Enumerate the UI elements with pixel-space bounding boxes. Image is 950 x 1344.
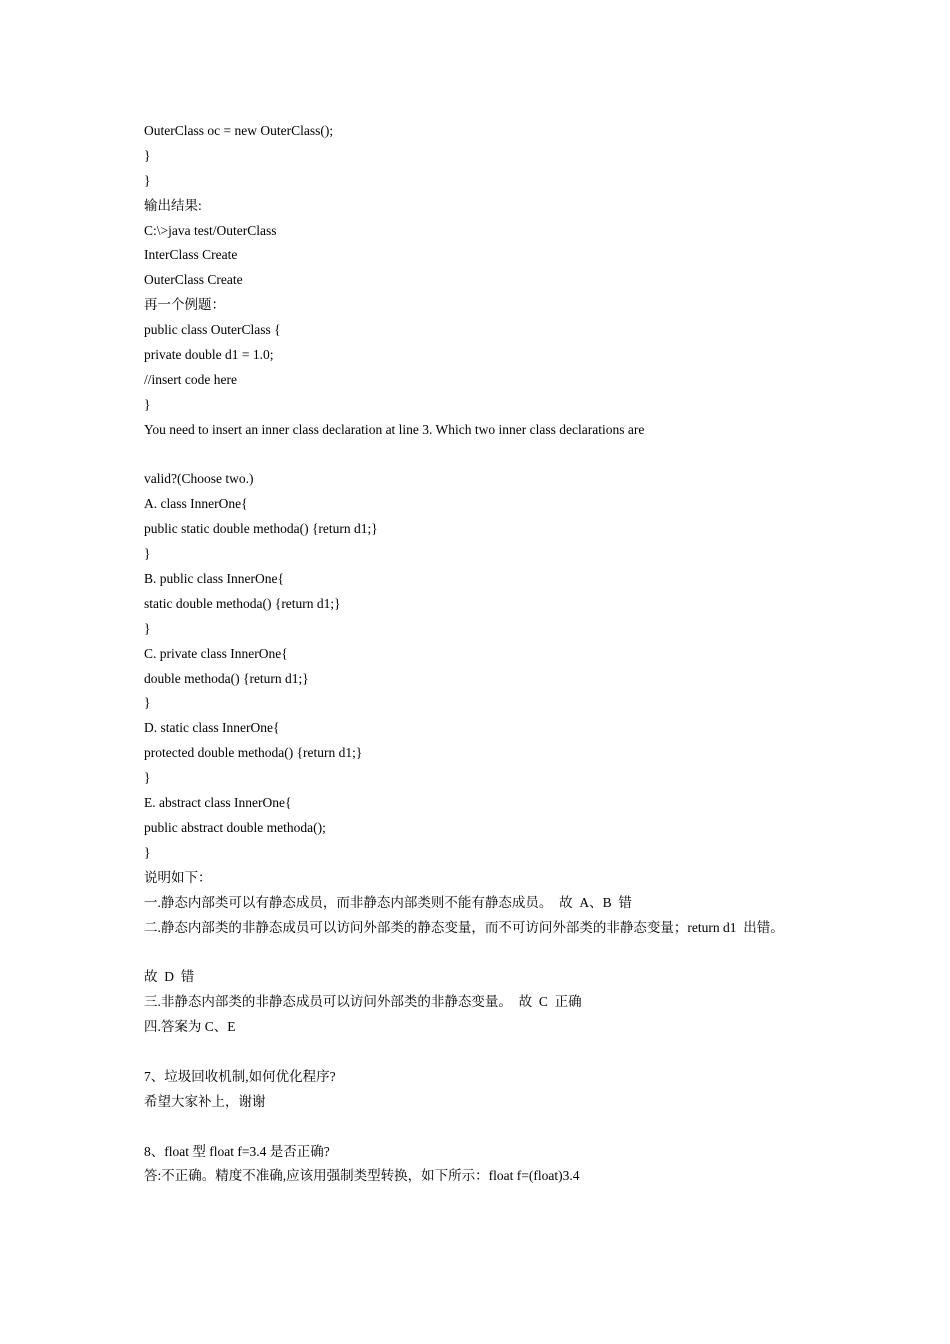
text-line: }: [144, 620, 151, 636]
text-line: //insert code here: [144, 371, 237, 387]
text-line: double methoda() {return d1;}: [144, 670, 309, 686]
text-line: }: [144, 147, 151, 163]
text-line: D. static class InnerOne{: [144, 720, 280, 736]
text-line: static double methoda() {return d1;}: [144, 595, 341, 611]
text-line: E. abstract class InnerOne{: [144, 795, 292, 811]
text-line: 故 D 错: [144, 969, 195, 985]
text-line: C. private class InnerOne{: [144, 645, 288, 661]
text-line: protected double methoda() {return d1;}: [144, 745, 363, 761]
text-line: private double d1 = 1.0;: [144, 347, 274, 363]
document-body: [144, 119, 844, 1189]
text-line: 输出结果:: [144, 197, 202, 213]
text-line: You need to insert an inner class declaration at line 3. Which two inner class declarations are: [144, 421, 645, 437]
question-heading: 8、float 型 float f=3.4 是否正确?: [144, 1143, 330, 1159]
text-line: C:\>java test/OuterClass: [144, 222, 277, 238]
text-line: }: [144, 396, 151, 412]
blank-line: [144, 940, 844, 965]
text-line: public class OuterClass {: [144, 322, 281, 338]
text-line: valid?(Choose two.): [144, 471, 254, 487]
text-line: }: [144, 172, 151, 188]
text-line: 答:不正确。精度不准确,应该用强制类型转换，如下所示：float f=(float)3.4: [144, 1168, 580, 1184]
text-line: 四.答案为 C、E: [144, 1019, 236, 1035]
text-line: 三.非静态内部类的非静态成员可以访问外部类的非静态变量。 故 C 正确: [144, 994, 582, 1010]
text-line: }: [144, 844, 151, 860]
text-line: 再一个例题：: [144, 297, 225, 313]
text-line: 希望大家补上，谢谢: [144, 1093, 266, 1109]
text-line: }: [144, 695, 151, 711]
text-line: OuterClass Create: [144, 272, 243, 288]
text-line: }: [144, 546, 151, 562]
text-line: InterClass Create: [144, 247, 238, 263]
text-line: A. class InnerOne{: [144, 496, 248, 512]
blank-line: [144, 1040, 844, 1065]
text-line: 一.静态内部类可以有静态成员，而非静态内部类则不能有静态成员。 故 A、B 错: [144, 894, 632, 910]
text-line: B. public class InnerOne{: [144, 571, 284, 587]
text-line: OuterClass oc = new OuterClass();: [144, 123, 334, 138]
question-heading: 7、垃圾回收机制,如何优化程序?: [144, 1068, 336, 1084]
text-line: public static double methoda() {return d1;}: [144, 521, 378, 537]
text-line: 说明如下：: [144, 869, 212, 885]
blank-line: [144, 1115, 844, 1140]
text-line: public abstract double methoda();: [144, 819, 326, 835]
text-line: }: [144, 770, 151, 786]
text-line: 二.静态内部类的非静态成员可以访问外部类的静态变量，而不可访问外部类的非静态变量；return d1 出错。: [144, 919, 784, 935]
blank-line: [144, 443, 844, 468]
